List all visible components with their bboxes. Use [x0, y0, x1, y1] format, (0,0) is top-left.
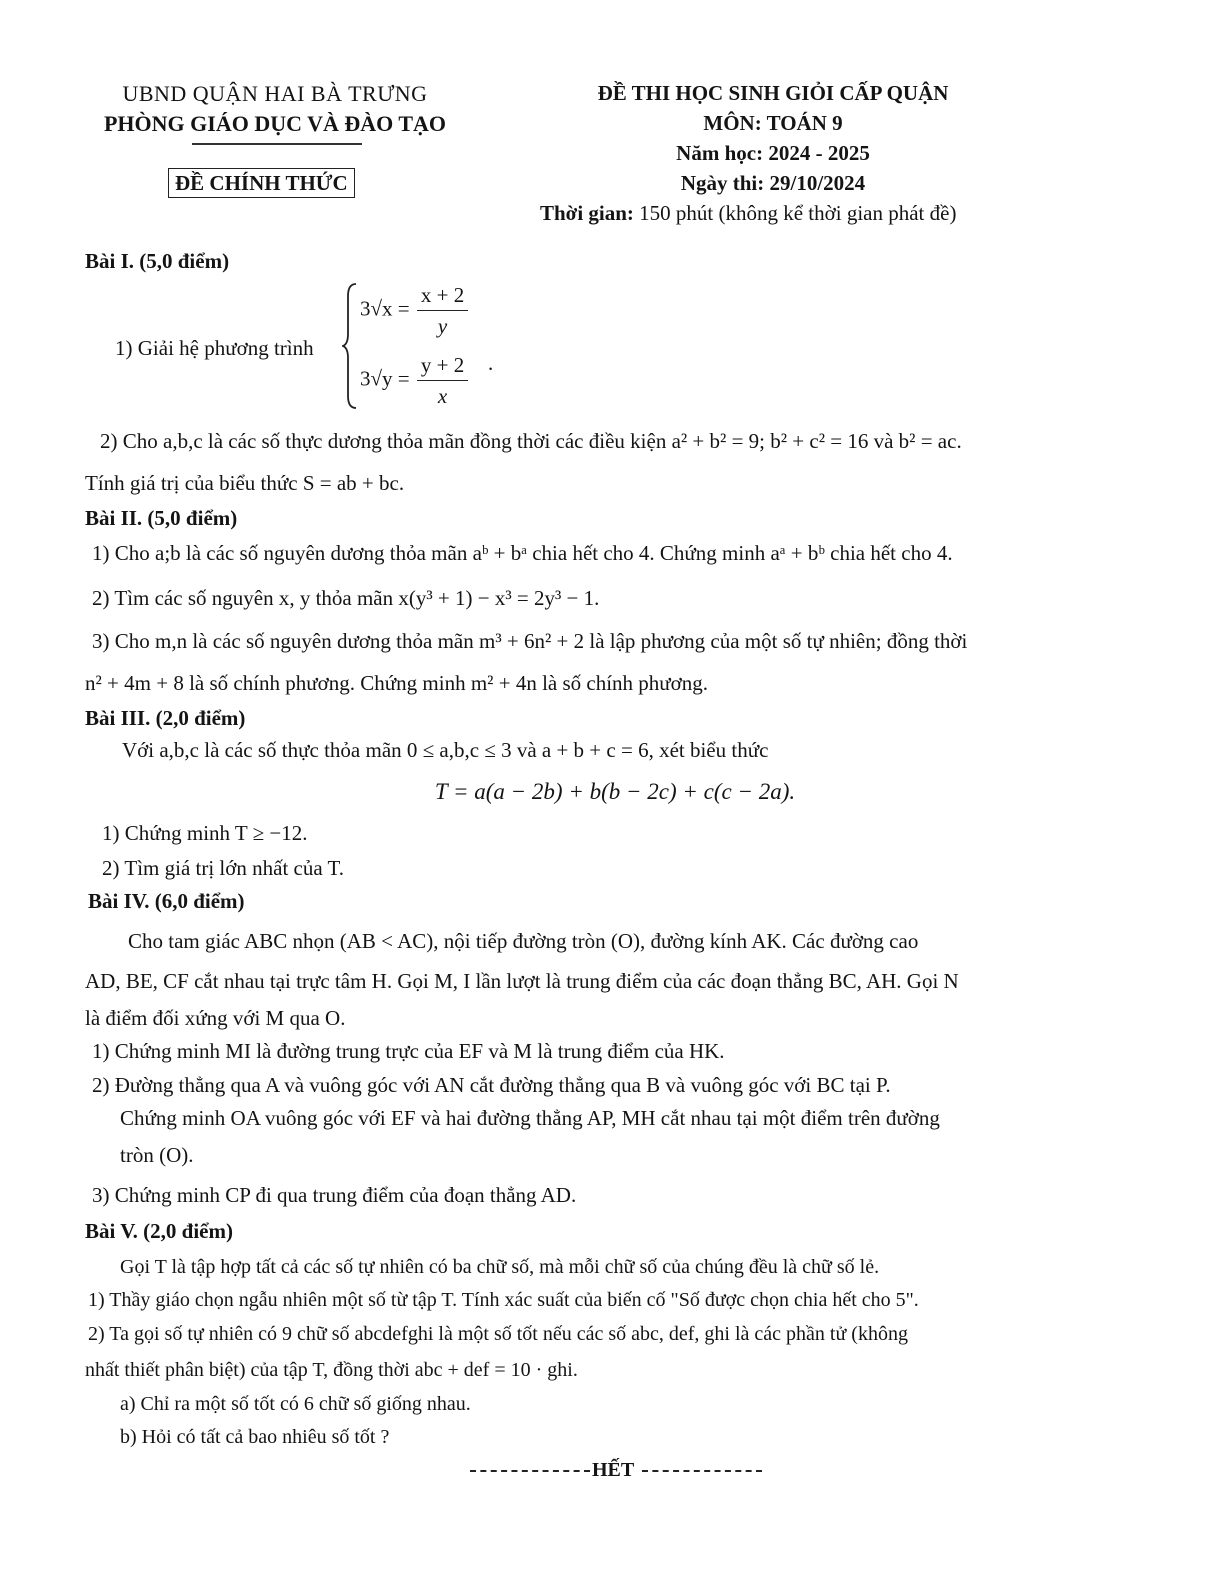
eq1-fraction [417, 282, 468, 340]
eq2-denominator: x [437, 384, 448, 409]
duration-value: 150 phút (không kể thời gian phát đề) [639, 201, 957, 225]
section-3-q1: 1) Chứng minh T ≥ −12. [102, 821, 308, 845]
section-2-q3-line2: n² + 4m + 8 là số chính phương. Chứng minh m² + 4n là số chính phương. [85, 671, 709, 695]
system-brace [342, 282, 358, 410]
section-4-q1: 1) Chứng minh MI là đường trung trực của EF và M là trung điểm của HK. [92, 1039, 725, 1063]
section-1-q1-text: 1) Giải hệ phương trình [115, 336, 314, 360]
section-3-intro: Với a,b,c là các số thực thỏa mãn 0 ≤ a,b,c ≤ 3 và a + b + c = 6, xét biểu thức [122, 738, 769, 762]
section-2-q2: 2) Tìm các số nguyên x, y thỏa mãn x(y³ + 1) − x³ = 2y³ − 1. [92, 586, 600, 610]
department-name: UBND QUẬN HAI BÀ TRƯNG [122, 81, 428, 106]
section-5-intro: Gọi T là tập hợp tất cả các số tự nhiên có ba chữ số, mà mỗi chữ số của chúng đều là chữ số lẻ. [120, 1256, 880, 1278]
section-5-qa: a) Chỉ ra một số tốt có 6 chữ số giống nhau. [120, 1393, 471, 1415]
section-2-q3-line1: 3) Cho m,n là các số nguyên dương thỏa mãn m³ + 6n² + 2 là lập phương của một số tự nhiên; đồng thời [92, 629, 968, 653]
section-1-q2-line1: 2) Cho a,b,c là các số thực dương thỏa mãn đồng thời các điều kiện a² + b² = 9; b² + c² = 16 và b² = ac. [100, 429, 962, 453]
section-4-intro-line1: Cho tam giác ABC nhọn (AB < AC), nội tiếp đường tròn (O), đường kính AK. Các đường cao [128, 929, 919, 953]
section-3-formula: T = a(a − 2b) + b(b − 2c) + c(c − 2a). [434, 779, 796, 804]
system-equation-1 [360, 282, 470, 340]
section-5-qb: b) Hỏi có tất cả bao nhiêu số tốt ? [120, 1426, 390, 1448]
section-5-q2-line1: 2) Ta gọi số tự nhiên có 9 chữ số abcdefghi là một số tốt nếu các số abc, def, ghi là các phần tử (không [88, 1323, 908, 1345]
eq2-numerator: y + 2 [417, 352, 468, 381]
section-3-title: Bài III. (2,0 điểm) [85, 706, 246, 730]
system-period: . [488, 351, 494, 375]
exam-subject: MÔN: TOÁN 9 [703, 111, 843, 135]
section-5-q1: 1) Thầy giáo chọn ngẫu nhiên một số từ tập T. Tính xác suất của biến cố "Số được chọn chia hết cho 5". [88, 1289, 919, 1311]
eq1-lhs: 3√x = [360, 296, 410, 321]
system-equation-2 [360, 352, 470, 410]
section-4-intro-line2: AD, BE, CF cắt nhau tại trực tâm H. Gọi M, I lần lượt là trung điểm của các đoạn thẳng BC, AH. Gọi N [85, 969, 959, 993]
section-4-title: Bài IV. (6,0 điểm) [88, 889, 245, 913]
end-dash-right [642, 1470, 762, 1472]
exam-date: Ngày thi: 29/10/2024 [680, 171, 866, 195]
section-4-q2-line1: 2) Đường thẳng qua A và vuông góc với AN cắt đường thẳng qua B và vuông góc với BC tại P. [92, 1073, 891, 1097]
eq1-numerator: x + 2 [417, 282, 468, 311]
section-5-title: Bài V. (2,0 điểm) [85, 1219, 233, 1243]
eq2-lhs: 3√y = [360, 366, 410, 391]
end-dash-left [470, 1470, 590, 1472]
official-exam-box: ĐỀ CHÍNH THỨC [168, 168, 355, 198]
section-5-q2-line2: nhất thiết phân biệt) của tập T, đồng thời abc + def = 10 · ghi. [85, 1359, 578, 1381]
eq2-fraction [417, 352, 468, 410]
section-4-intro-line3: là điểm đối xứng với M qua O. [85, 1006, 346, 1030]
end-mark: HẾT [592, 1459, 635, 1481]
section-4-q2-line3: tròn (O). [120, 1143, 194, 1167]
section-2-q1: 1) Cho a;b là các số nguyên dương thỏa mãn aᵇ + bᵃ chia hết cho 4. Chứng minh aᵃ + bᵇ chia hết cho 4. [92, 541, 953, 565]
header-underline [192, 143, 362, 145]
section-3-q2: 2) Tìm giá trị lớn nhất của T. [102, 856, 345, 880]
section-4-q2-line2: Chứng minh OA vuông góc với EF và hai đường thẳng AP, MH cắt nhau tại một điểm trên đường [120, 1106, 940, 1130]
eq1-denominator: y [437, 314, 448, 339]
section-4-q3: 3) Chứng minh CP đi qua trung điểm của đoạn thẳng AD. [92, 1183, 577, 1207]
exam-duration [540, 200, 956, 226]
section-1-q2-line2: Tính giá trị của biểu thức S = ab + bc. [85, 471, 405, 495]
office-name: PHÒNG GIÁO DỤC VÀ ĐÀO TẠO [103, 111, 447, 136]
exam-title: ĐỀ THI HỌC SINH GIỎI CẤP QUẬN [597, 81, 949, 105]
school-year: Năm học: 2024 - 2025 [676, 141, 870, 165]
duration-label: Thời gian: [540, 201, 634, 225]
section-1-title: Bài I. (5,0 điểm) [85, 249, 230, 273]
section-2-title: Bài II. (5,0 điểm) [85, 506, 238, 530]
